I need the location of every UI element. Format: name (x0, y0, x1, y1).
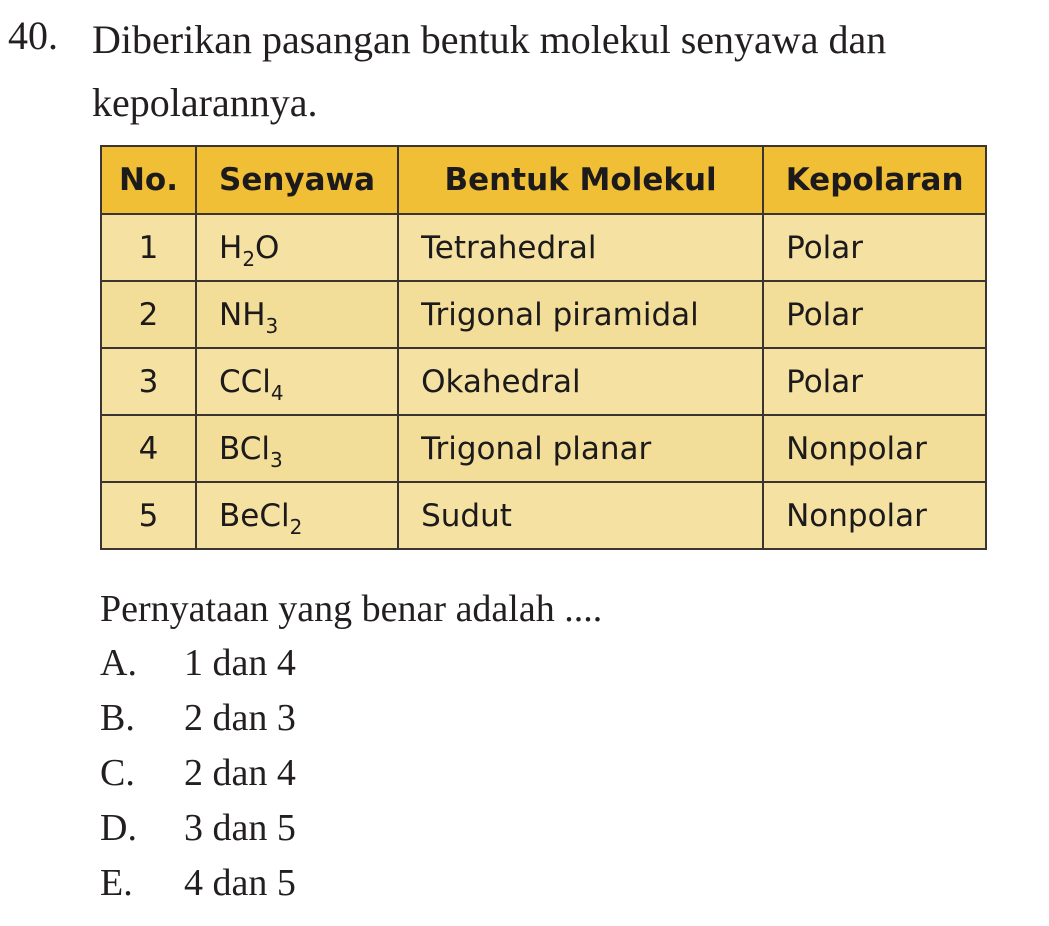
row-number: 3 (101, 348, 196, 415)
compound-formula (196, 482, 398, 549)
formula-base: BCl (219, 430, 270, 467)
header-no: No. (101, 146, 196, 214)
formula-base: CCl (219, 363, 271, 400)
answer-option-a[interactable] (100, 636, 296, 691)
answer-option-e[interactable] (100, 856, 296, 911)
polarity: Polar (763, 214, 986, 281)
formula-subscript: 3 (265, 313, 279, 338)
compound-formula (196, 281, 398, 348)
table-row (101, 214, 986, 281)
header-bentuk-molekul: Bentuk Molekul (398, 146, 763, 214)
question-statement: Pernyataan yang benar adalah .... (100, 588, 603, 630)
row-number: 4 (101, 415, 196, 482)
formula-base: BeCl (219, 497, 290, 534)
answer-options (100, 636, 296, 911)
formula-subscript: 4 (270, 380, 284, 405)
table-row (101, 348, 986, 415)
option-text: 4 dan 5 (184, 862, 296, 904)
option-letter: D. (100, 807, 137, 849)
table-row (101, 482, 986, 549)
question-number: 40. (8, 13, 58, 58)
polarity: Polar (763, 281, 986, 348)
header-kepolaran: Kepolaran (763, 146, 986, 214)
compound-formula (196, 415, 398, 482)
molecular-shape: Okahedral (398, 348, 763, 415)
molecular-shape: Tetrahedral (398, 214, 763, 281)
question-text: Diberikan pasangan bentuk molekul senyawa dan kepolarannya. (92, 17, 887, 125)
formula-subscript: 2 (289, 514, 303, 539)
table-header-row (101, 146, 986, 214)
option-letter: B. (100, 697, 135, 739)
answer-option-c[interactable] (100, 746, 296, 801)
formula-base: H (219, 229, 243, 266)
polarity: Polar (763, 348, 986, 415)
table-row (101, 281, 986, 348)
answer-option-b[interactable] (100, 691, 296, 746)
option-text: 1 dan 4 (184, 642, 296, 684)
option-text: 3 dan 5 (184, 807, 296, 849)
molecular-shape: Trigonal planar (398, 415, 763, 482)
row-number: 5 (101, 482, 196, 549)
answer-option-d[interactable] (100, 801, 296, 856)
option-text: 2 dan 4 (184, 752, 296, 794)
molecular-shape: Trigonal piramidal (398, 281, 763, 348)
compound-formula (196, 214, 398, 281)
table-row (101, 415, 986, 482)
row-number: 1 (101, 214, 196, 281)
compound-formula (196, 348, 398, 415)
header-senyawa: Senyawa (196, 146, 398, 214)
option-letter: E. (100, 862, 133, 904)
molecular-shape: Sudut (398, 482, 763, 549)
formula-subscript: 3 (269, 447, 283, 472)
option-text: 2 dan 3 (184, 697, 296, 739)
formula-subscript: 2 (242, 246, 256, 271)
molecule-table (100, 145, 987, 550)
polarity: Nonpolar (763, 415, 986, 482)
polarity: Nonpolar (763, 482, 986, 549)
row-number: 2 (101, 281, 196, 348)
option-letter: A. (100, 642, 137, 684)
option-letter: C. (100, 752, 135, 794)
formula-tail: O (255, 229, 280, 266)
formula-base: NH (219, 296, 266, 333)
